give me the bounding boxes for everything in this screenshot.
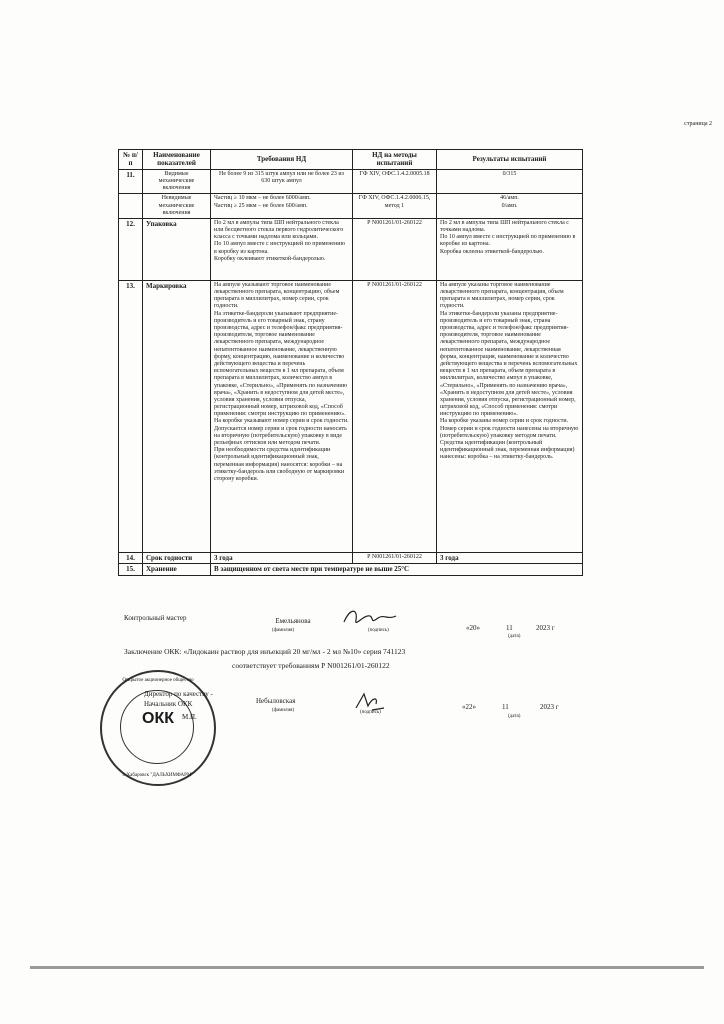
table-row (119, 194, 583, 219)
row-indicator: Невидимые механические включения (143, 194, 211, 219)
controller-name-caption: (фамилия) (272, 628, 295, 633)
row-storage-span: В защищенном от света месте при температуре не выше 25°С (211, 564, 583, 575)
director-date-month: 11 (502, 703, 509, 711)
row-num (119, 194, 143, 219)
row-result: 46/амп. 0/амп. (437, 194, 583, 219)
table-row (119, 169, 583, 194)
row-num: 15. (119, 564, 143, 575)
controller-date-day: «20» (466, 624, 480, 632)
page-number: страница 2 (684, 121, 712, 127)
director-date-caption: (дата) (508, 714, 521, 719)
header-requirements: Требования НД (211, 150, 353, 170)
row-requirement: 3 года (211, 552, 353, 563)
header-results: Результаты испытаний (437, 150, 583, 170)
row-indicator: Упаковка (143, 218, 211, 280)
conclusion-line-1: Заключение ОКК: «Лидокаин раствор для инъекций 20 мг/мл - 2 мл №10» серия 741123 (124, 647, 406, 656)
controller-sign-caption: (подпись) (368, 628, 389, 633)
row-method: ГФ XIV, ОФС.1.4.2.0006.15, метод 1 (353, 194, 437, 219)
test-results-table (118, 149, 583, 576)
scan-edge-line (30, 966, 704, 969)
row-result: По 2 мл в ампулы типа ШП нейтрального стекла с точками надлома. По 10 ампул вместе с инструкцией по применению в коробке из картона. Коробка оклеена этикеткой-бандеролью. (437, 218, 583, 280)
director-date-day: «22» (462, 703, 476, 711)
director-mp: М.П. (182, 713, 197, 721)
table-row (119, 218, 583, 280)
director-sign-caption: (подпись) (360, 710, 381, 715)
controller-label: Контрольный мастер (124, 614, 187, 622)
header-indicator: Наименование показателей (143, 150, 211, 170)
row-method: Р N001261/01-260122 (353, 552, 437, 563)
director-name: Небыловская (256, 697, 296, 705)
company-stamp (100, 670, 216, 786)
director-label: Директор по качеству - (144, 690, 213, 698)
controller-date-month: 11 (506, 624, 513, 632)
director-label-2: Начальник ОКК (144, 700, 193, 708)
controller-date-caption: (дата) (508, 634, 521, 639)
table-header-row (119, 150, 583, 170)
row-method: Р N001261/01-260122 (353, 280, 437, 552)
row-result: 3 года (437, 552, 583, 563)
director-date-year: 2023 г (540, 703, 559, 711)
row-indicator: Срок годности (143, 552, 211, 563)
table-row (119, 564, 583, 575)
row-indicator: Маркировка (143, 280, 211, 552)
row-num: 11. (119, 169, 143, 194)
controller-date-year: 2023 г (536, 624, 555, 632)
controller-name: Емельянова (275, 617, 311, 625)
header-methods: НД на методы испытаний (353, 150, 437, 170)
table-row (119, 280, 583, 552)
row-result: 0/315 (437, 169, 583, 194)
row-requirement: По 2 мл в ампулы типа ШП нейтрального стекла или бесцветного стекла первого гидролитического класса с точками надлома или кольцами. По 10 ампул вместе с инструкцией по применению в коробку из картона. Коробку оклеивают этикеткой-бандеролью. (211, 218, 353, 280)
stamp-ring-top: Открытое акционерное общество (122, 678, 194, 683)
conclusion-line-2: соответствует требованиям Р N001261/01-260122 (232, 661, 390, 670)
row-requirement: На ампуле указывают торговое наименование лекарственного препарата, концентрацию, объем препарата в миллилитрах, номер серии, срок годности. На этикетке-бандероли указывают предприятие-производитель и его товарный знак, страну производства, адрес и телефон/факс предприятия-производителя, торговое наименование лекарственного препарата, международное непатентованное наименование, лекарственную форму, концентрацию, наименование и количество действующего вещества и перечень вспомогательных веществ в 1 мл препарата, объем препарата в миллилитрах, количество ампул в упаковке, «Стерильно», «Применять по назначению врача», «Хранить в недоступном для детей месте», условия хранения, условия отпуска, регистрационный номер, штриховой код, «Способ применения: смотри инструкцию по применению». На коробке указывают номер серии и срок годности. Допускается номер серии и срок годности наносить на вторичную (потребительскую) упаковку в виде рельефных оттисков или методом печати. При необходимости средства идентификации (контрольный идентификационный знак, переменная информация) наносятся: коробки – на этикетку-бандероль или свободную от маркировки сторону коробки. (211, 280, 353, 552)
row-method: ГФ XIV, ОФС.1.4.2.0005.18 (353, 169, 437, 194)
row-requirement: Не более 9 из 315 штук ампул или не более 23 из 630 штук ампул (211, 169, 353, 194)
stamp-ring-bottom: г. Хабаровск "ДАЛЬХИМФАРМ" (122, 773, 194, 778)
header-num: № п/п (119, 150, 143, 170)
row-num: 12. (119, 218, 143, 280)
director-name-caption: (фамилия) (272, 708, 295, 713)
stamp-center: ОКК (142, 710, 174, 727)
row-method: Р N001261/01-260122 (353, 218, 437, 280)
row-indicator: Видимые механические включения (143, 169, 211, 194)
row-num: 14. (119, 552, 143, 563)
row-indicator: Хранение (143, 564, 211, 575)
row-result: На ампуле указаны торговое наименование лекарственного препарата, концентрация, объем препарата в миллилитрах, номер серии, срок годности. На этикетке-бандероли указаны предприятие-производитель и его товарный знак, страна производства, адрес и телефон/факс предприятия-производителя, торговое наименование лекарственного препарата, международное непатентованное наименование, лекарственная форма, концентрация, наименование и количество действующего вещества и перечень вспомогательных веществ в 1 мл препарата, объем препарата в миллилитрах, количество ампул в упаковке, «Стерильно», «Применять по назначению врача», «Хранить в недоступном для детей месте», условия хранения, условия отпуска, регистрационный номер, штриховой код, «Способ применения: смотри инструкцию по применению». На коробке указаны номер серии и срок годности. Номер серии и срок годности нанесены на вторичную (потребительскую) упаковку методом печати. Средства идентификации (контрольный идентификационный знак, переменная информация) нанесены: коробка – на этикетку-бандероль. (437, 280, 583, 552)
row-requirement: Частиц ≥ 10 мкм – не более 6000/амп. Частиц ≥ 25 мкм – не более 600/амп. (211, 194, 353, 219)
row-num: 13. (119, 280, 143, 552)
table-row (119, 552, 583, 563)
